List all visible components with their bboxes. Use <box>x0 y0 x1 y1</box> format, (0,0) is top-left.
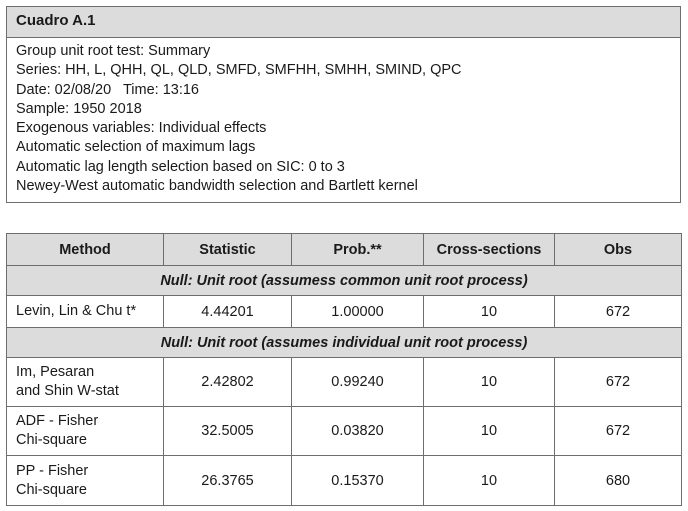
section-row-individual <box>7 328 682 358</box>
method-cell <box>7 296 164 328</box>
header-statistic: Statistic <box>164 234 292 266</box>
method-name-line2: and Shin W-stat <box>16 383 119 399</box>
method-name-line1: Levin, Lin & Chu t* <box>16 303 137 319</box>
table-row <box>7 407 682 456</box>
prob-cell: 0.03820 <box>292 407 424 456</box>
obs-cell: 672 <box>555 358 682 407</box>
table-row <box>7 456 682 506</box>
obs-cell: 680 <box>555 456 682 506</box>
table-header-row <box>7 234 682 266</box>
method-name-line2: Chi-square <box>16 481 87 498</box>
sample-line: Sample: 1950 2018 <box>16 100 142 117</box>
prob-cell: 1.00000 <box>292 296 424 328</box>
method-name-line1: ADF - Fisher <box>16 413 99 429</box>
series-line: Series: HH, L, QHH, QL, QLD, SMFD, SMFHH, SMHH, SMIND, QPC <box>16 62 462 79</box>
prob-cell: 0.99240 <box>292 358 424 407</box>
statistic-cell: 26.3765 <box>164 456 292 506</box>
test-info-box <box>6 6 681 203</box>
method-name-line2: Chi-square <box>16 432 87 448</box>
max-lags-line: Automatic selection of maximum lags <box>16 139 256 156</box>
obs-cell: 672 <box>555 296 682 328</box>
obs-cell: 672 <box>555 407 682 456</box>
prob-cell: 0.15370 <box>292 456 424 506</box>
lag-selection-line: Automatic lag length selection based on SIC: 0 to 3 <box>16 158 345 175</box>
method-cell <box>7 407 164 456</box>
method-cell <box>7 456 164 506</box>
table-row <box>7 358 682 407</box>
cross-sections-cell: 10 <box>424 358 555 407</box>
header-cross-sections: Cross-sections <box>424 234 555 266</box>
test-type-line: Group unit root test: Summary <box>16 43 211 59</box>
bandwidth-line: Newey-West automatic bandwidth selection and Bartlett kernel <box>16 178 418 195</box>
header-obs: Obs <box>555 234 682 266</box>
date-time-line: Date: 02/08/20 Time: 13:16 <box>16 81 199 98</box>
results-table <box>6 233 682 506</box>
statistic-cell: 32.5005 <box>164 407 292 456</box>
exogenous-line: Exogenous variables: Individual effects <box>16 120 267 137</box>
table-row <box>7 296 682 328</box>
statistic-cell: 4.44201 <box>164 296 292 328</box>
cross-sections-cell: 10 <box>424 407 555 456</box>
section-row-common <box>7 266 682 296</box>
section-common-label: Null: Unit root (assumess common unit root process) <box>7 266 682 296</box>
method-name-line1: Im, Pesaran <box>16 364 95 380</box>
cross-sections-cell: 10 <box>424 296 555 328</box>
statistic-cell: 2.42802 <box>164 358 292 407</box>
method-name-line1: PP - Fisher <box>16 462 89 479</box>
cross-sections-cell: 10 <box>424 456 555 506</box>
header-method: Method <box>7 234 164 266</box>
section-individual-label: Null: Unit root (assumes individual unit root process) <box>7 328 682 358</box>
header-prob: Prob.** <box>292 234 424 266</box>
test-description <box>7 38 680 196</box>
method-cell <box>7 358 164 407</box>
table-title: Cuadro A.1 <box>7 7 680 38</box>
